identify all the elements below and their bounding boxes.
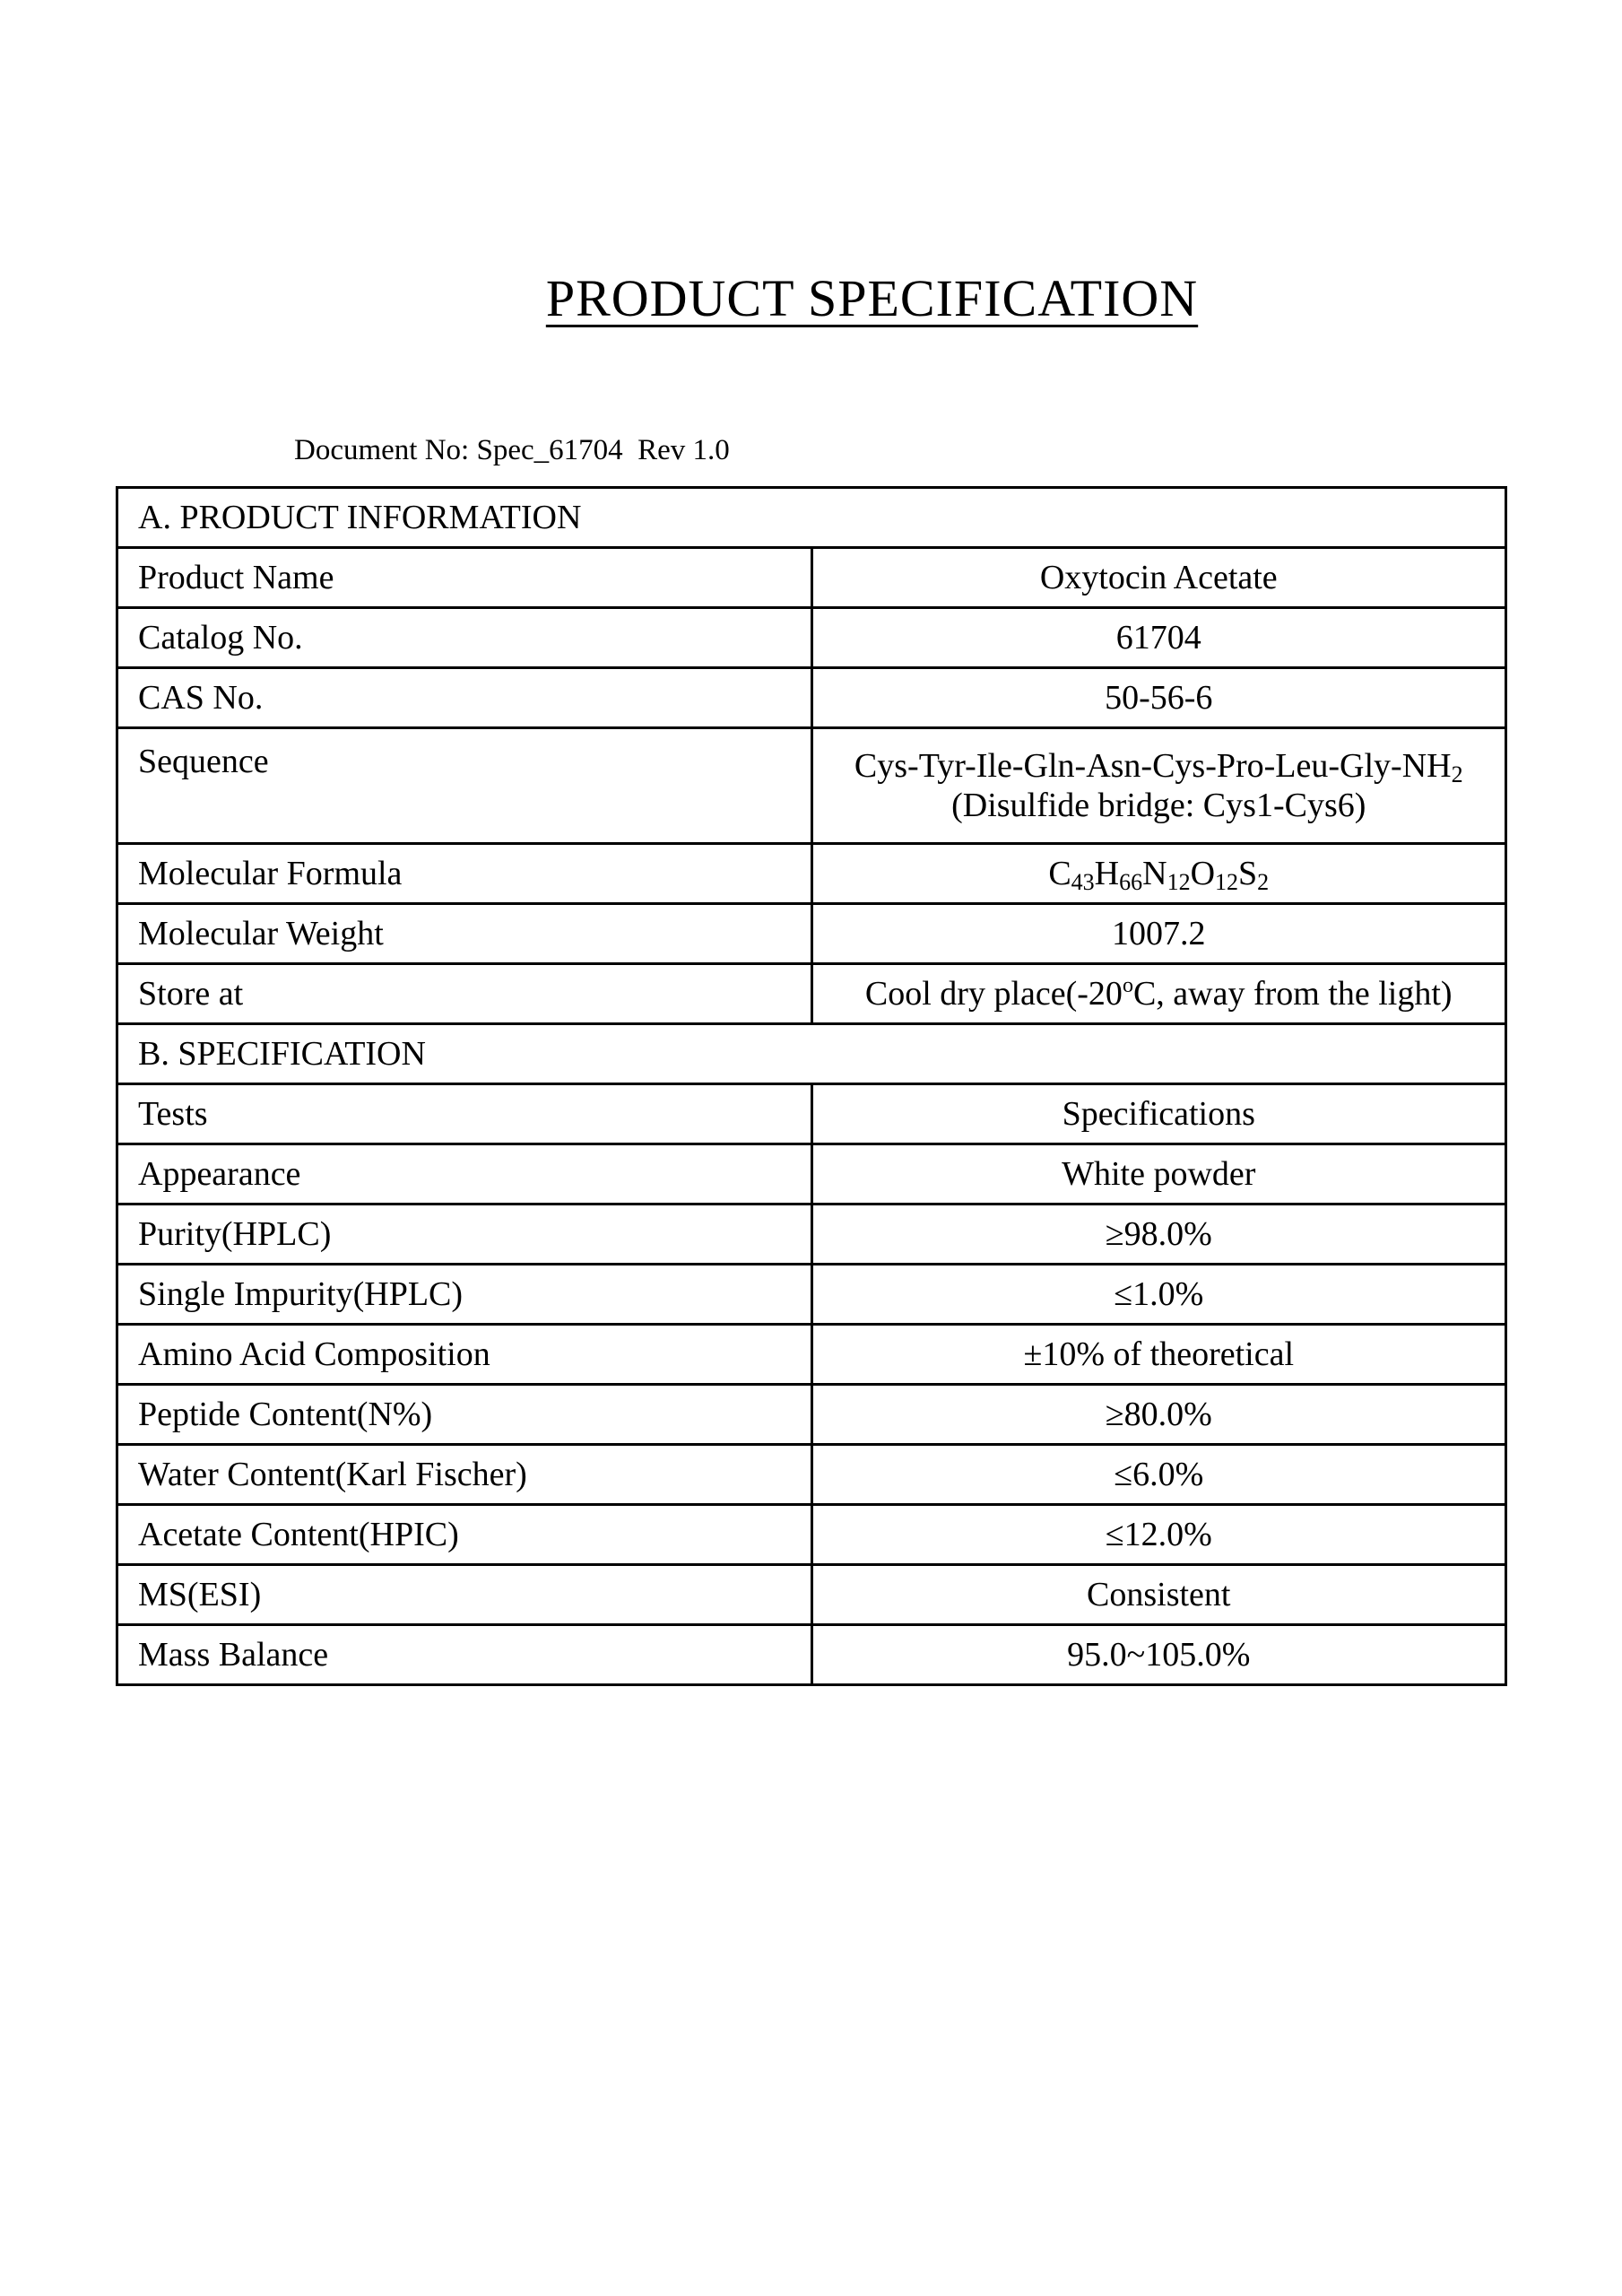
table-row [117, 844, 1506, 904]
test-label: Amino Acid Composition [117, 1325, 812, 1385]
test-specification: ≥98.0% [811, 1205, 1506, 1265]
formula-element: N [1142, 855, 1167, 892]
cas-no-value: 50-56-6 [811, 668, 1506, 728]
molecular-weight-value: 1007.2 [811, 904, 1506, 964]
test-specification: 95.0~105.0% [811, 1625, 1506, 1685]
table-row [117, 964, 1506, 1024]
table-row [117, 728, 1506, 844]
sequence-subscript: 2 [1451, 761, 1463, 787]
store-at-text-end: C, away from the light) [1132, 975, 1453, 1013]
formula-subscript: 43 [1071, 869, 1095, 895]
section-a-header-row [117, 488, 1506, 548]
formula-element: H [1094, 855, 1120, 892]
document-number: Document No: Spec_61704 Rev 1.0 [294, 434, 730, 466]
store-at-value [811, 964, 1506, 1024]
section-b-header-row [117, 1024, 1506, 1084]
table-row [117, 1445, 1506, 1505]
formula-element: C [1048, 855, 1071, 892]
table-row [117, 1385, 1506, 1445]
formula-subscript: 12 [1215, 869, 1239, 895]
test-label: Acetate Content(HPIC) [117, 1505, 812, 1565]
test-specification: ±10% of theoretical [811, 1325, 1506, 1385]
molecular-weight-label: Molecular Weight [117, 904, 812, 964]
test-label: Single Impurity(HPLC) [117, 1265, 812, 1325]
table-row [117, 1505, 1506, 1565]
formula-subscript: 66 [1119, 869, 1143, 895]
sequence-note: (Disulfide bridge: Cys1-Cys6) [951, 787, 1366, 824]
sequence-label: Sequence [117, 728, 812, 844]
product-name-value: Oxytocin Acetate [811, 548, 1506, 608]
test-specification: ≥80.0% [811, 1385, 1506, 1445]
test-specification: Consistent [811, 1565, 1506, 1625]
degree-superscript: o [1122, 974, 1133, 997]
cas-no-label: CAS No. [117, 668, 812, 728]
test-specification: ≤6.0% [811, 1445, 1506, 1505]
section-a-heading: A. PRODUCT INFORMATION [117, 488, 1506, 548]
table-row [117, 608, 1506, 668]
section-b-heading: B. SPECIFICATION [117, 1024, 1506, 1084]
table-row [117, 1265, 1506, 1325]
product-name-label: Product Name [117, 548, 812, 608]
test-label: Peptide Content(N%) [117, 1385, 812, 1445]
table-row [117, 1205, 1506, 1265]
table-row [117, 1625, 1506, 1685]
test-label: MS(ESI) [117, 1565, 812, 1625]
table-row [117, 1325, 1506, 1385]
test-label: Water Content(Karl Fischer) [117, 1445, 812, 1505]
table-header-row [117, 1084, 1506, 1144]
page-title [0, 267, 1622, 330]
store-at-label: Store at [117, 964, 812, 1024]
test-specification: ≤12.0% [811, 1505, 1506, 1565]
molecular-formula-label: Molecular Formula [117, 844, 812, 904]
store-at-text: Cool dry place(-20 [864, 975, 1123, 1013]
test-specification: White powder [811, 1144, 1506, 1205]
formula-element: O [1190, 855, 1216, 892]
catalog-no-value: 61704 [811, 608, 1506, 668]
test-label: Purity(HPLC) [117, 1205, 812, 1265]
catalog-no-label: Catalog No. [117, 608, 812, 668]
test-specification: ≤1.0% [811, 1265, 1506, 1325]
molecular-formula-value [811, 844, 1506, 904]
sequence-text: Cys-Tyr-Ile-Gln-Asn-Cys-Pro-Leu-Gly-NH [854, 747, 1452, 785]
table-row [117, 904, 1506, 964]
specification-table [116, 486, 1507, 1686]
page-title-text: PRODUCT SPECIFICATION [545, 269, 1199, 327]
tests-column-header: Tests [117, 1084, 812, 1144]
specifications-column-header: Specifications [811, 1084, 1506, 1144]
sequence-value [811, 728, 1506, 844]
table-row [117, 1565, 1506, 1625]
formula-element: S [1238, 855, 1258, 892]
table-row [117, 1144, 1506, 1205]
formula-subscript: 12 [1167, 869, 1191, 895]
test-label: Appearance [117, 1144, 812, 1205]
table-row [117, 548, 1506, 608]
formula-subscript: 2 [1257, 869, 1270, 895]
test-label: Mass Balance [117, 1625, 812, 1685]
table-row [117, 668, 1506, 728]
